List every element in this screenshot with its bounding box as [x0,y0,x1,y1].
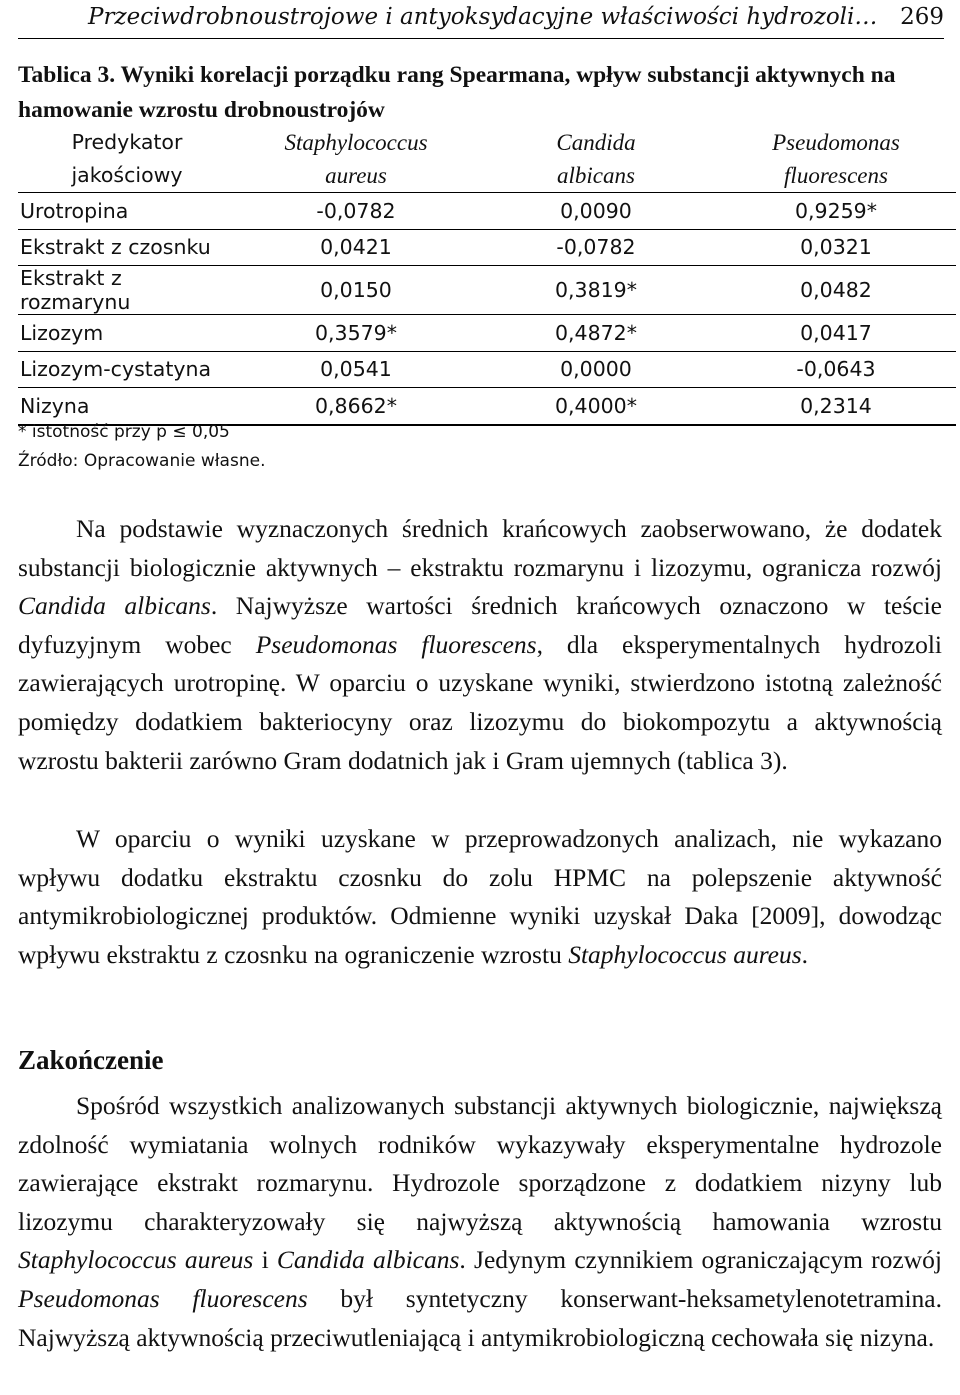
table-cell: 0,3819* [476,266,716,315]
table-cell: 0,9259* [716,193,956,230]
section-heading: Zakończenie [18,1045,164,1075]
table-header-row [18,125,956,193]
table-cell: 0,4872* [476,315,716,352]
table-row [18,193,956,230]
column-header-predictor: Predykator jakościowy [18,125,236,193]
table-cell: -0,0782 [236,193,476,230]
table-cell: -0,0782 [476,229,716,266]
row-label: Ekstrakt z czosnku [18,229,236,266]
species-name: Staphylococcus aureus [18,1245,254,1275]
table-cell: 0,0541 [236,351,476,388]
table-cell: 0,4000* [476,388,716,425]
species-name: Pseudomonas fluorescens [18,1283,308,1313]
table-cell: 0,0090 [476,193,716,230]
results-table [18,125,956,426]
table-row [18,315,956,352]
species-name: Staphylococcus aureus [568,939,802,969]
column-header-pseudomonas: Pseudomonas fluorescens [716,125,956,193]
source-note: Źródło: Opracowanie własne. [18,451,266,471]
paragraph-results: Na podstawie wyznaczonych średnich krańcowych zaobserwowano, że dodatek substancji biologicznie aktywnych – ekstraktu rozmarynu i lizozymu, ogranicza rozwój Candida albicans. Najwyższe wartości średnich krańcowych oznaczono w teście dyfuzyjnym wobec Pseudomonas fluorescens, dla eksperymentalnych hydrozoli zawierających urotropinę. W oparciu o uzyskane wyniki, stwierdzono istotną zależność pomiędzy dodatkiem bakteriocyny oraz lizozymu do biokompozytu a aktywnością wzrostu bakterii zarówno Gram dodatnich jak i Gram ujemnych (tablica 3). [18,514,942,775]
species-name: Candida albicans [18,591,211,621]
row-label: Urotropina [18,193,236,230]
column-header-staphylococcus: Staphylococcus aureus [236,125,476,193]
table-cell: 0,3579* [236,315,476,352]
table-notes [18,418,265,476]
row-label: Lizozym [18,315,236,352]
column-header-candida: Candida albicans [476,125,716,193]
table-cell: 0,0417 [716,315,956,352]
species-name: Pseudomonas fluorescens [255,629,537,659]
table-row [18,266,956,315]
species-name: Candida albicans [276,1245,460,1275]
paragraph-conclusion: Spośród wszystkich analizowanych substancji aktywnych biologicznie, największą zdolność wymiatania wolnych rodników wykazywały eksperymentalne hydrozole zawierające ekstrakt rozmarynu. Hydrozole sporządzone z dodatkiem nizyny lub lizozymu charakteryzowały się najwyższą aktywnością hamowania wzrostu Staphylococcus aureus i Candida albicans. Jedynym czynnikiem ograniczającym rozwój Pseudomonas fluorescens był syntetyczny konserwant-heksametylenotetramina. Najwyższą aktywnością przeciwutleniającą i antymikrobiologiczną cechowała się nizyna. [18,1091,942,1352]
significance-footnote: * istotność przy p ≤ 0,05 [18,422,230,442]
table-cell: 0,0150 [236,266,476,315]
running-title: Przeciwdrobnoustrojowe i antyoksydacyjne właściwości hydrozoli… [88,4,878,30]
table-row [18,351,956,388]
table-cell: 0,8662* [236,388,476,425]
table-cell: 0,0421 [236,229,476,266]
table-cell: -0,0643 [716,351,956,388]
table-cell: 0,0482 [716,266,956,315]
row-label: Lizozym-cystatyna [18,351,236,388]
table-cell: 0,2314 [716,388,956,425]
table-caption: Tablica 3. Wyniki korelacji porządku rang Spearmana, wpływ substancji aktywnych na hamowanie wzrostu drobnoustrojów [18,62,896,123]
table-cell: 0,0321 [716,229,956,266]
page-number: 269 [900,4,944,30]
row-label: Ekstrakt z rozmarynu [18,266,236,315]
table-cell: 0,0000 [476,351,716,388]
table-row [18,229,956,266]
row-label: Nizyna [18,388,236,425]
paragraph-garlic: W oparciu o wyniki uzyskane w przeprowadzonych analizach, nie wykazano wpływu dodatku ekstraktu czosnku do zolu HPMC na polepszenie aktywność antymikrobiologicznej produktów. Odmienne wyniki uzyskał Daka [2009], dowodząc wpływu ekstraktu z czosnku na ograniczenie wzrostu Staphylococcus aureus. [18,824,942,969]
running-header [18,0,944,39]
